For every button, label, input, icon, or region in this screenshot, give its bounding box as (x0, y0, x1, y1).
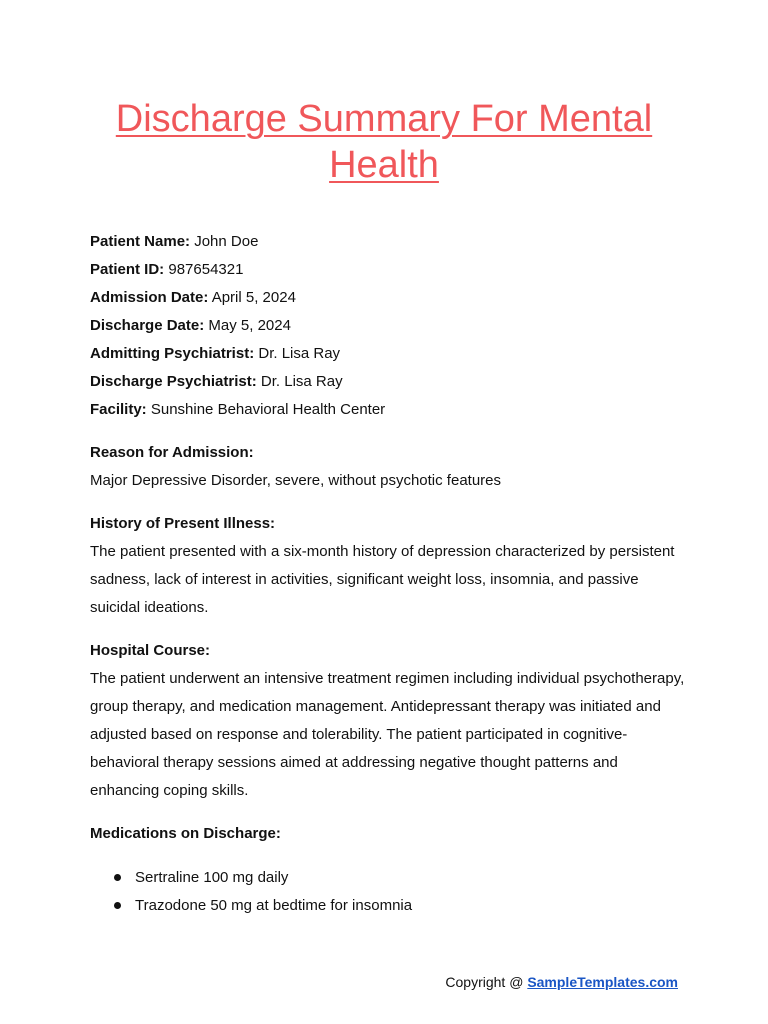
info-value: May 5, 2024 (204, 317, 291, 334)
discharge-psychiatrist-line (90, 368, 690, 396)
document-title: Discharge Summary For Mental Health (115, 98, 653, 186)
reason-heading: Reason for Admission: (90, 444, 254, 461)
info-label: Admission Date: (90, 289, 209, 306)
info-value: April 5, 2024 (208, 289, 296, 306)
info-label: Admitting Psychiatrist: (90, 345, 255, 362)
info-value: John Doe (190, 233, 259, 250)
info-label: Patient Name: (90, 233, 191, 250)
history-section (90, 510, 690, 622)
history-heading: History of Present Illness: (90, 515, 276, 532)
list-item (90, 892, 690, 920)
info-value: Dr. Lisa Ray (256, 373, 343, 390)
list-item (90, 864, 690, 892)
bullet-icon (114, 902, 121, 909)
medications-heading: Medications on Discharge: (90, 825, 281, 842)
info-label: Patient ID: (90, 261, 165, 278)
facility-line (90, 396, 690, 424)
patient-id-line (90, 256, 690, 284)
info-value: Dr. Lisa Ray (254, 345, 341, 362)
bullet-icon (114, 874, 121, 881)
medications-section (90, 820, 690, 920)
info-label: Discharge Date: (90, 317, 205, 334)
info-label: Discharge Psychiatrist: (90, 373, 257, 390)
copyright-text: Copyright @ (445, 974, 528, 990)
info-value: 987654321 (164, 261, 244, 278)
hospital-course-heading: Hospital Course: (90, 642, 211, 659)
footer (445, 970, 678, 994)
discharge-date-line (90, 312, 690, 340)
admitting-psychiatrist-line (90, 340, 690, 368)
admission-date-line (90, 284, 690, 312)
hospital-course-section (90, 637, 690, 805)
medication-text: Trazodone 50 mg at bedtime for insomnia (135, 897, 413, 914)
medications-list (90, 864, 690, 920)
footer-link[interactable]: SampleTemplates.com (527, 974, 678, 990)
reason-section (90, 439, 690, 495)
info-label: Facility: (90, 401, 147, 418)
history-text: The patient presented with a six-month history of depression characterized by persistent sadness, lack of interest in activities, significant weight loss, insomnia, and passive suicidal ideations. (90, 543, 675, 616)
patient-info-block (90, 228, 690, 424)
hospital-course-text: The patient underwent an intensive treatment regimen including individual psychotherapy, group therapy, and medication management. Antidepressant therapy was initiated and adjusted based on response and tolerability. The patient participated in cognitive-behavioral therapy sessions aimed at addressing negative thought patterns and enhancing coping skills. (90, 670, 685, 799)
medication-text: Sertraline 100 mg daily (135, 869, 289, 886)
document-body (90, 228, 690, 920)
info-value: Sunshine Behavioral Health Center (146, 401, 386, 418)
patient-name-line (90, 228, 690, 256)
reason-text: Major Depressive Disorder, severe, without psychotic features (90, 472, 502, 489)
